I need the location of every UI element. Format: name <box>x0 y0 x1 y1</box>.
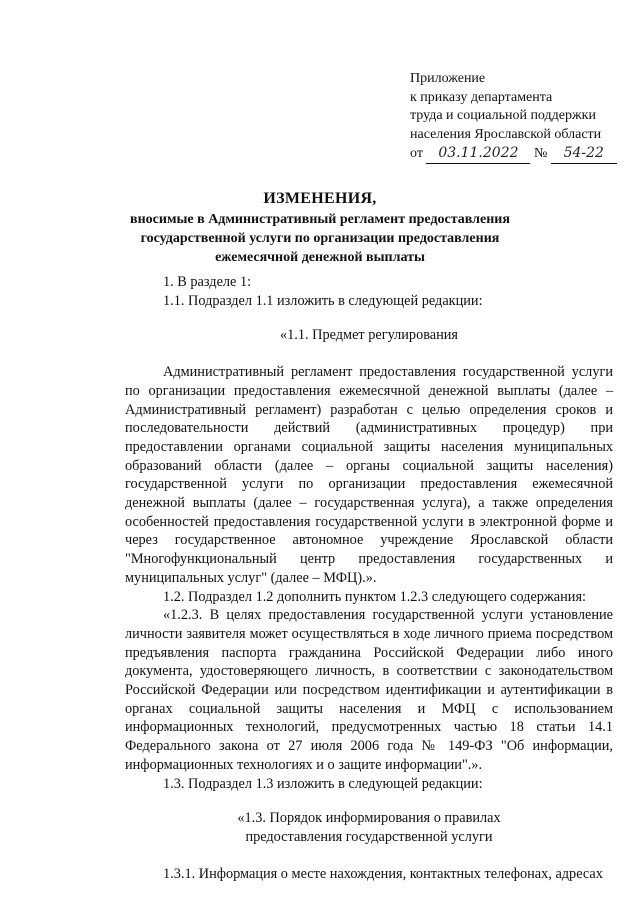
document-title <box>120 188 520 267</box>
appendix-line-3: труда и социальной поддержки <box>410 108 596 123</box>
paragraph-1-2-3: «1.2.3. В целях предоставления государственной услуги установление личности заявителя может осуществляться в ходе личного приема посредством предъявления паспорта гражданина Российской Федерации либо иного документа, удостоверяющего личность, в соответствии с законодательством Российской Федерации или посредством идентификации и аутентификации в органах социальной защиты населения и МФЦ с использованием информационных технологий, предусмотренных частью 18 статьи 14.1 Федерального закона от 27 июля 2006 года № 149-ФЗ "Об информации, информационных технологиях и о защите информации".». <box>125 607 613 773</box>
from-label: от <box>410 146 423 161</box>
paragraph-regulation-subject: Административный регламент предоставления государственной услуги по организации предоставления ежемесячной денежной выплаты (далее – Административный регламент) разработан с целью определения сроков и последовательности действий (административных процедур) при предоставлении органами социальной защиты населения муниципальных образований области (далее – органы социальной защиты населения) государственной услуги по организации предоставления ежемесячной денежной выплаты (далее – государственная услуга), а также определения особенностей предоставления государственной услуги в электронной форме и через государственное автономное учреждение Ярославской области "Многофункциональный центр предоставления государственных и муниципальных услуг" (далее – МФЦ).». <box>125 364 613 586</box>
subsection-heading-1-3-line-2: предоставления государственной услуги <box>245 828 493 845</box>
subsection-heading-1-3-line-1: «1.3. Порядок информирования о правилах <box>237 810 501 827</box>
paragraph-1-2: 1.2. Подраздел 1.2 дополнить пунктом 1.2.3 следующего содержания: <box>163 588 587 605</box>
paragraph-1-3-1: 1.3.1. Информация о месте нахождения, контактных телефонах, адресах <box>163 865 603 882</box>
handwritten-number: 54-22 <box>551 144 617 164</box>
number-label: № <box>533 146 548 161</box>
handwritten-date: 03.11.2022 <box>426 144 530 164</box>
title-main: ИЗМЕНЕНИЯ, <box>263 190 377 207</box>
title-subtitle: вносимые в Административный регламент предоставления государственной услуги по организации предоставления ежемесячной денежной выплаты <box>130 212 510 265</box>
appendix-line-2: к приказу департамента <box>410 89 553 105</box>
appendix-line-1: Приложение <box>410 71 486 86</box>
paragraph-1-1: 1.1. Подраздел 1.1 изложить в следующей редакции: <box>163 292 483 309</box>
document-body <box>125 273 613 883</box>
appendix-line-4: населения Ярославской области <box>410 126 602 142</box>
paragraph-1-3: 1.3. Подраздел 1.3 изложить в следующей редакции: <box>163 775 483 792</box>
subsection-heading-1-1: «1.1. Предмет регулирования <box>279 327 459 344</box>
paragraph-section-1: 1. В разделе 1: <box>163 274 252 290</box>
appendix-date-line <box>410 144 630 164</box>
appendix-header <box>410 70 630 164</box>
